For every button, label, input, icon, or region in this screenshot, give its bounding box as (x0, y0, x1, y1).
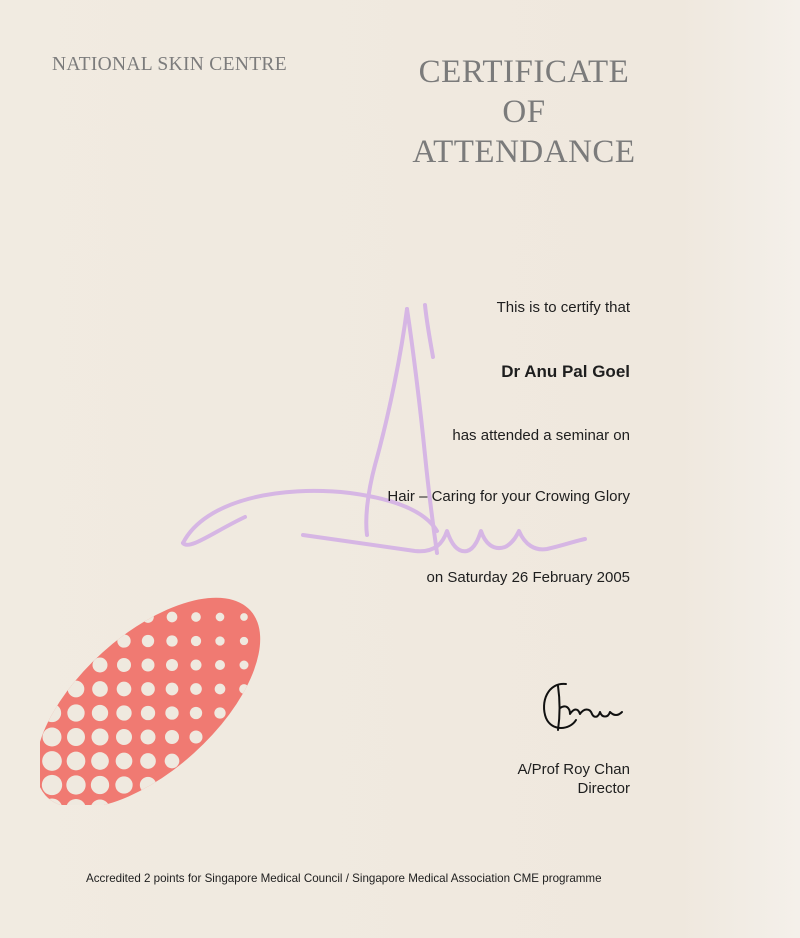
logo-dot (166, 683, 179, 696)
logo-dot (264, 637, 270, 644)
logo-dot (44, 633, 60, 649)
logo-dot (190, 731, 203, 744)
logo-dot (92, 705, 108, 721)
logo-dot (42, 751, 62, 771)
logo-dot (143, 588, 154, 599)
title-line-1: CERTIFICATE (418, 54, 630, 90)
logo-dot (140, 777, 156, 793)
logo-dot (215, 636, 224, 645)
logo-dot (118, 611, 131, 624)
logo-dot (190, 683, 202, 695)
logo-dot (238, 755, 250, 767)
logo-dot (164, 801, 180, 805)
logo-dot (43, 704, 61, 722)
logo-dot (263, 732, 270, 742)
logo-dot (118, 587, 130, 599)
logo-dot (68, 681, 85, 698)
logo-dot (239, 684, 249, 694)
logo-dot (239, 708, 249, 718)
logo-dot (91, 752, 109, 770)
logo-dot (166, 635, 177, 646)
logo-dot (117, 658, 131, 672)
logo-dot (44, 657, 61, 674)
logo-dot (240, 613, 248, 621)
logo-dot (166, 659, 178, 671)
logo-dot (116, 729, 132, 745)
logo-dot (94, 587, 107, 600)
logo-dot (141, 682, 155, 696)
logo-dot (69, 586, 83, 600)
logo-dot (214, 707, 225, 718)
logo-dot (115, 776, 132, 793)
logo-dot (263, 708, 270, 717)
certificate-title (380, 52, 668, 172)
seminar-date: on Saturday 26 February 2005 (426, 569, 630, 586)
logo-dot (189, 802, 204, 806)
logo-dot (216, 589, 224, 597)
logo-dot (142, 635, 154, 647)
logo-dot (262, 803, 270, 805)
logo-dot (93, 634, 107, 648)
logo-dot (67, 752, 86, 771)
logo-dot (263, 756, 270, 767)
logo-dot (42, 775, 62, 795)
logo-dot (68, 657, 84, 673)
logo-dot (240, 637, 248, 645)
seminar-title: Hair – Caring for your Crowing Glory (387, 488, 630, 505)
logo-dot (116, 705, 131, 720)
logo-dot (238, 803, 251, 806)
logo-dot (66, 775, 85, 794)
logo-dot (165, 730, 179, 744)
logo-dot (264, 685, 270, 694)
organisation-name: NATIONAL SKIN CENTRE (52, 54, 287, 75)
logo-dot (141, 730, 156, 745)
logo-dot (191, 636, 201, 646)
coral-logo (40, 585, 270, 805)
logo-dot (189, 778, 203, 792)
logo-dot (264, 661, 270, 669)
logo-dot (238, 779, 250, 791)
accreditation-note: Accredited 2 points for Singapore Medical Council / Singapore Medical Association CME programme (86, 872, 602, 885)
logo-dot (92, 729, 109, 746)
logo-dot (167, 612, 178, 623)
logo-dot (167, 588, 177, 598)
logo-dot (265, 614, 270, 621)
logo-dot (69, 610, 84, 625)
logo-dot (240, 661, 249, 670)
logo-dot (93, 658, 108, 673)
logo-dot (191, 612, 201, 622)
logo-dot (67, 728, 85, 746)
logo-dot (44, 609, 60, 625)
logo-dot (141, 706, 155, 720)
logo-dot (213, 778, 226, 791)
logo-dot (241, 590, 248, 597)
logo-dot (43, 680, 61, 698)
logo-dot (140, 753, 156, 769)
logo-dot (142, 611, 154, 623)
logo-dot (262, 779, 270, 790)
logo-dot (165, 754, 180, 769)
logo-dot (116, 753, 133, 770)
title-line-3: ATTENDANCE (412, 134, 636, 170)
logo-dot (165, 706, 178, 719)
logo-dot (43, 728, 62, 747)
logo-dot (164, 777, 179, 792)
logo-dot (117, 634, 130, 647)
logo-dot (239, 732, 250, 743)
signatory-name: A/Prof Roy Chan (517, 761, 630, 778)
logo-dot (214, 755, 227, 768)
logo-dot (67, 704, 84, 721)
certify-line: This is to certify that (496, 299, 630, 316)
logo-dot (140, 801, 157, 806)
logo-dot (191, 660, 202, 671)
logo-dot (214, 731, 226, 743)
logo-dot (142, 659, 155, 672)
logo-dot (216, 613, 225, 622)
logo-dot (192, 589, 201, 598)
title-line-2: OF (502, 94, 546, 130)
logo-dot (92, 681, 108, 697)
logo-dot (93, 610, 107, 624)
logo-dot (213, 802, 227, 805)
logo-dot (68, 633, 83, 648)
attended-line: has attended a seminar on (452, 427, 630, 444)
logo-dot (45, 586, 60, 601)
recipient-name: Dr Anu Pal Goel (501, 362, 630, 381)
logo-dot (215, 660, 225, 670)
logo-dot (265, 590, 270, 596)
director-signature (536, 678, 626, 736)
logo-dot (117, 682, 132, 697)
logo-dot (190, 707, 202, 719)
logo-dot (91, 776, 109, 794)
logo-dot (189, 754, 203, 768)
logo-dot (215, 684, 226, 695)
signatory-role: Director (577, 780, 630, 797)
